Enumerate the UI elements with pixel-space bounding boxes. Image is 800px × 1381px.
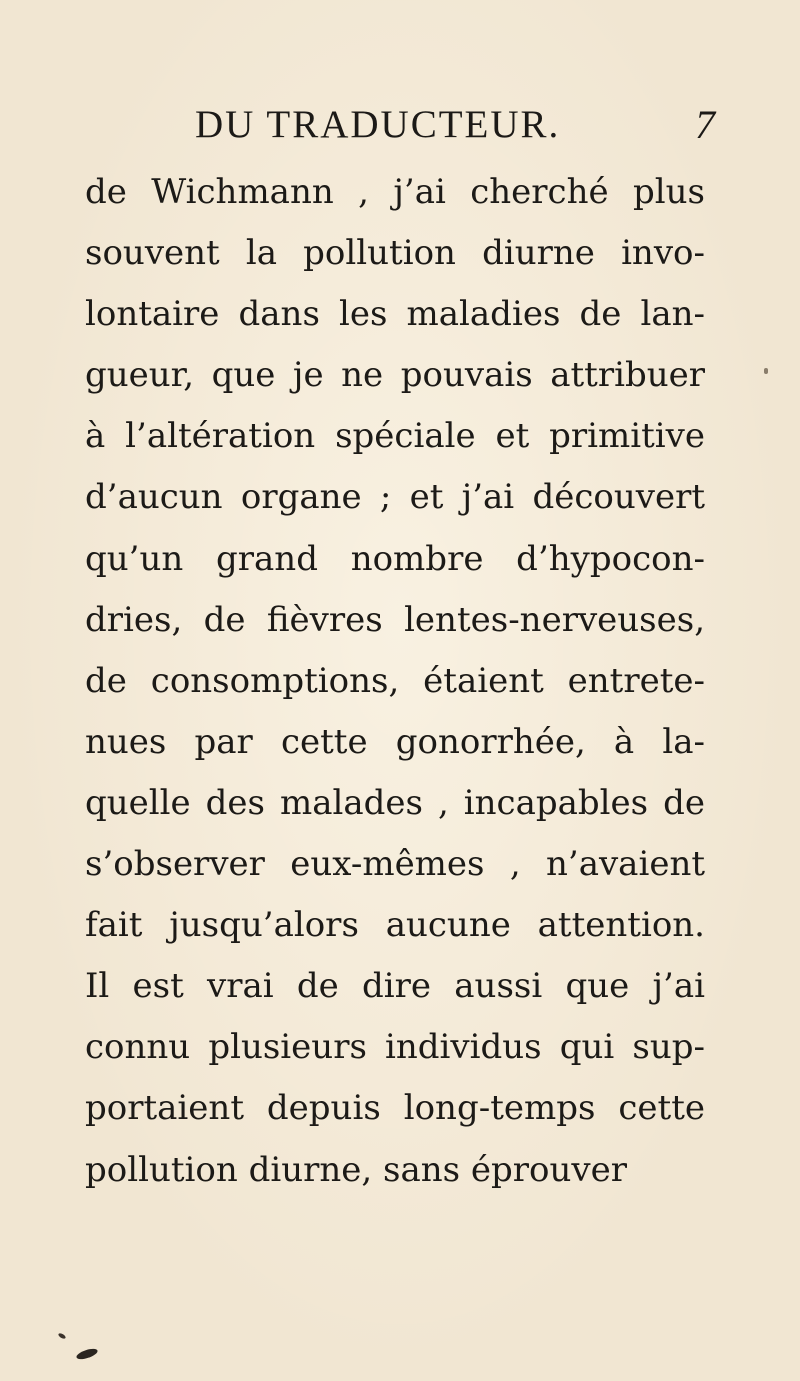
- text-line: connu plusieurs individus qui sup-: [85, 1027, 705, 1068]
- running-title: DU TRADUCTEUR.: [195, 103, 561, 146]
- text-line: lontaire dans les maladies de lan-: [85, 294, 705, 335]
- text-line: s’observer eux-mêmes , n’avaient: [85, 844, 705, 885]
- margin-speck: [764, 368, 768, 374]
- text-line: pollution diurne, sans éprouver: [85, 1149, 627, 1190]
- body-text: [85, 162, 705, 1201]
- text-line: de Wichmann , j’ai cherché plus: [85, 172, 705, 212]
- text-line: Il est vrai de dire aussi que j’ai: [85, 966, 705, 1007]
- page-number: 7: [695, 102, 715, 147]
- text-line: qu’un grand nombre d’hypocon-: [85, 538, 705, 579]
- text-line: dries, de fièvres lentes-nerveuses,: [85, 599, 705, 640]
- text-line: fait jusqu’alors aucune attention.: [85, 905, 705, 946]
- text-line: portaient depuis long-temps cette: [85, 1088, 705, 1129]
- text-line: d’aucun organe ; et j’ai découvert: [85, 477, 705, 518]
- text-line: nues par cette gonorrhée, à la-: [85, 721, 705, 762]
- text-line: de consomptions, étaient entrete-: [85, 660, 705, 701]
- text-line: quelle des malades , incapables de: [85, 782, 705, 823]
- ink-smudge: [75, 1347, 98, 1361]
- running-head: [195, 100, 715, 150]
- ink-speck: [58, 1332, 67, 1339]
- text-line: souvent la pollution diurne invo-: [85, 233, 705, 274]
- text-line: gueur, que je ne pouvais attribuer: [85, 355, 705, 396]
- text-line: à l’altération spéciale et primitive: [85, 416, 705, 457]
